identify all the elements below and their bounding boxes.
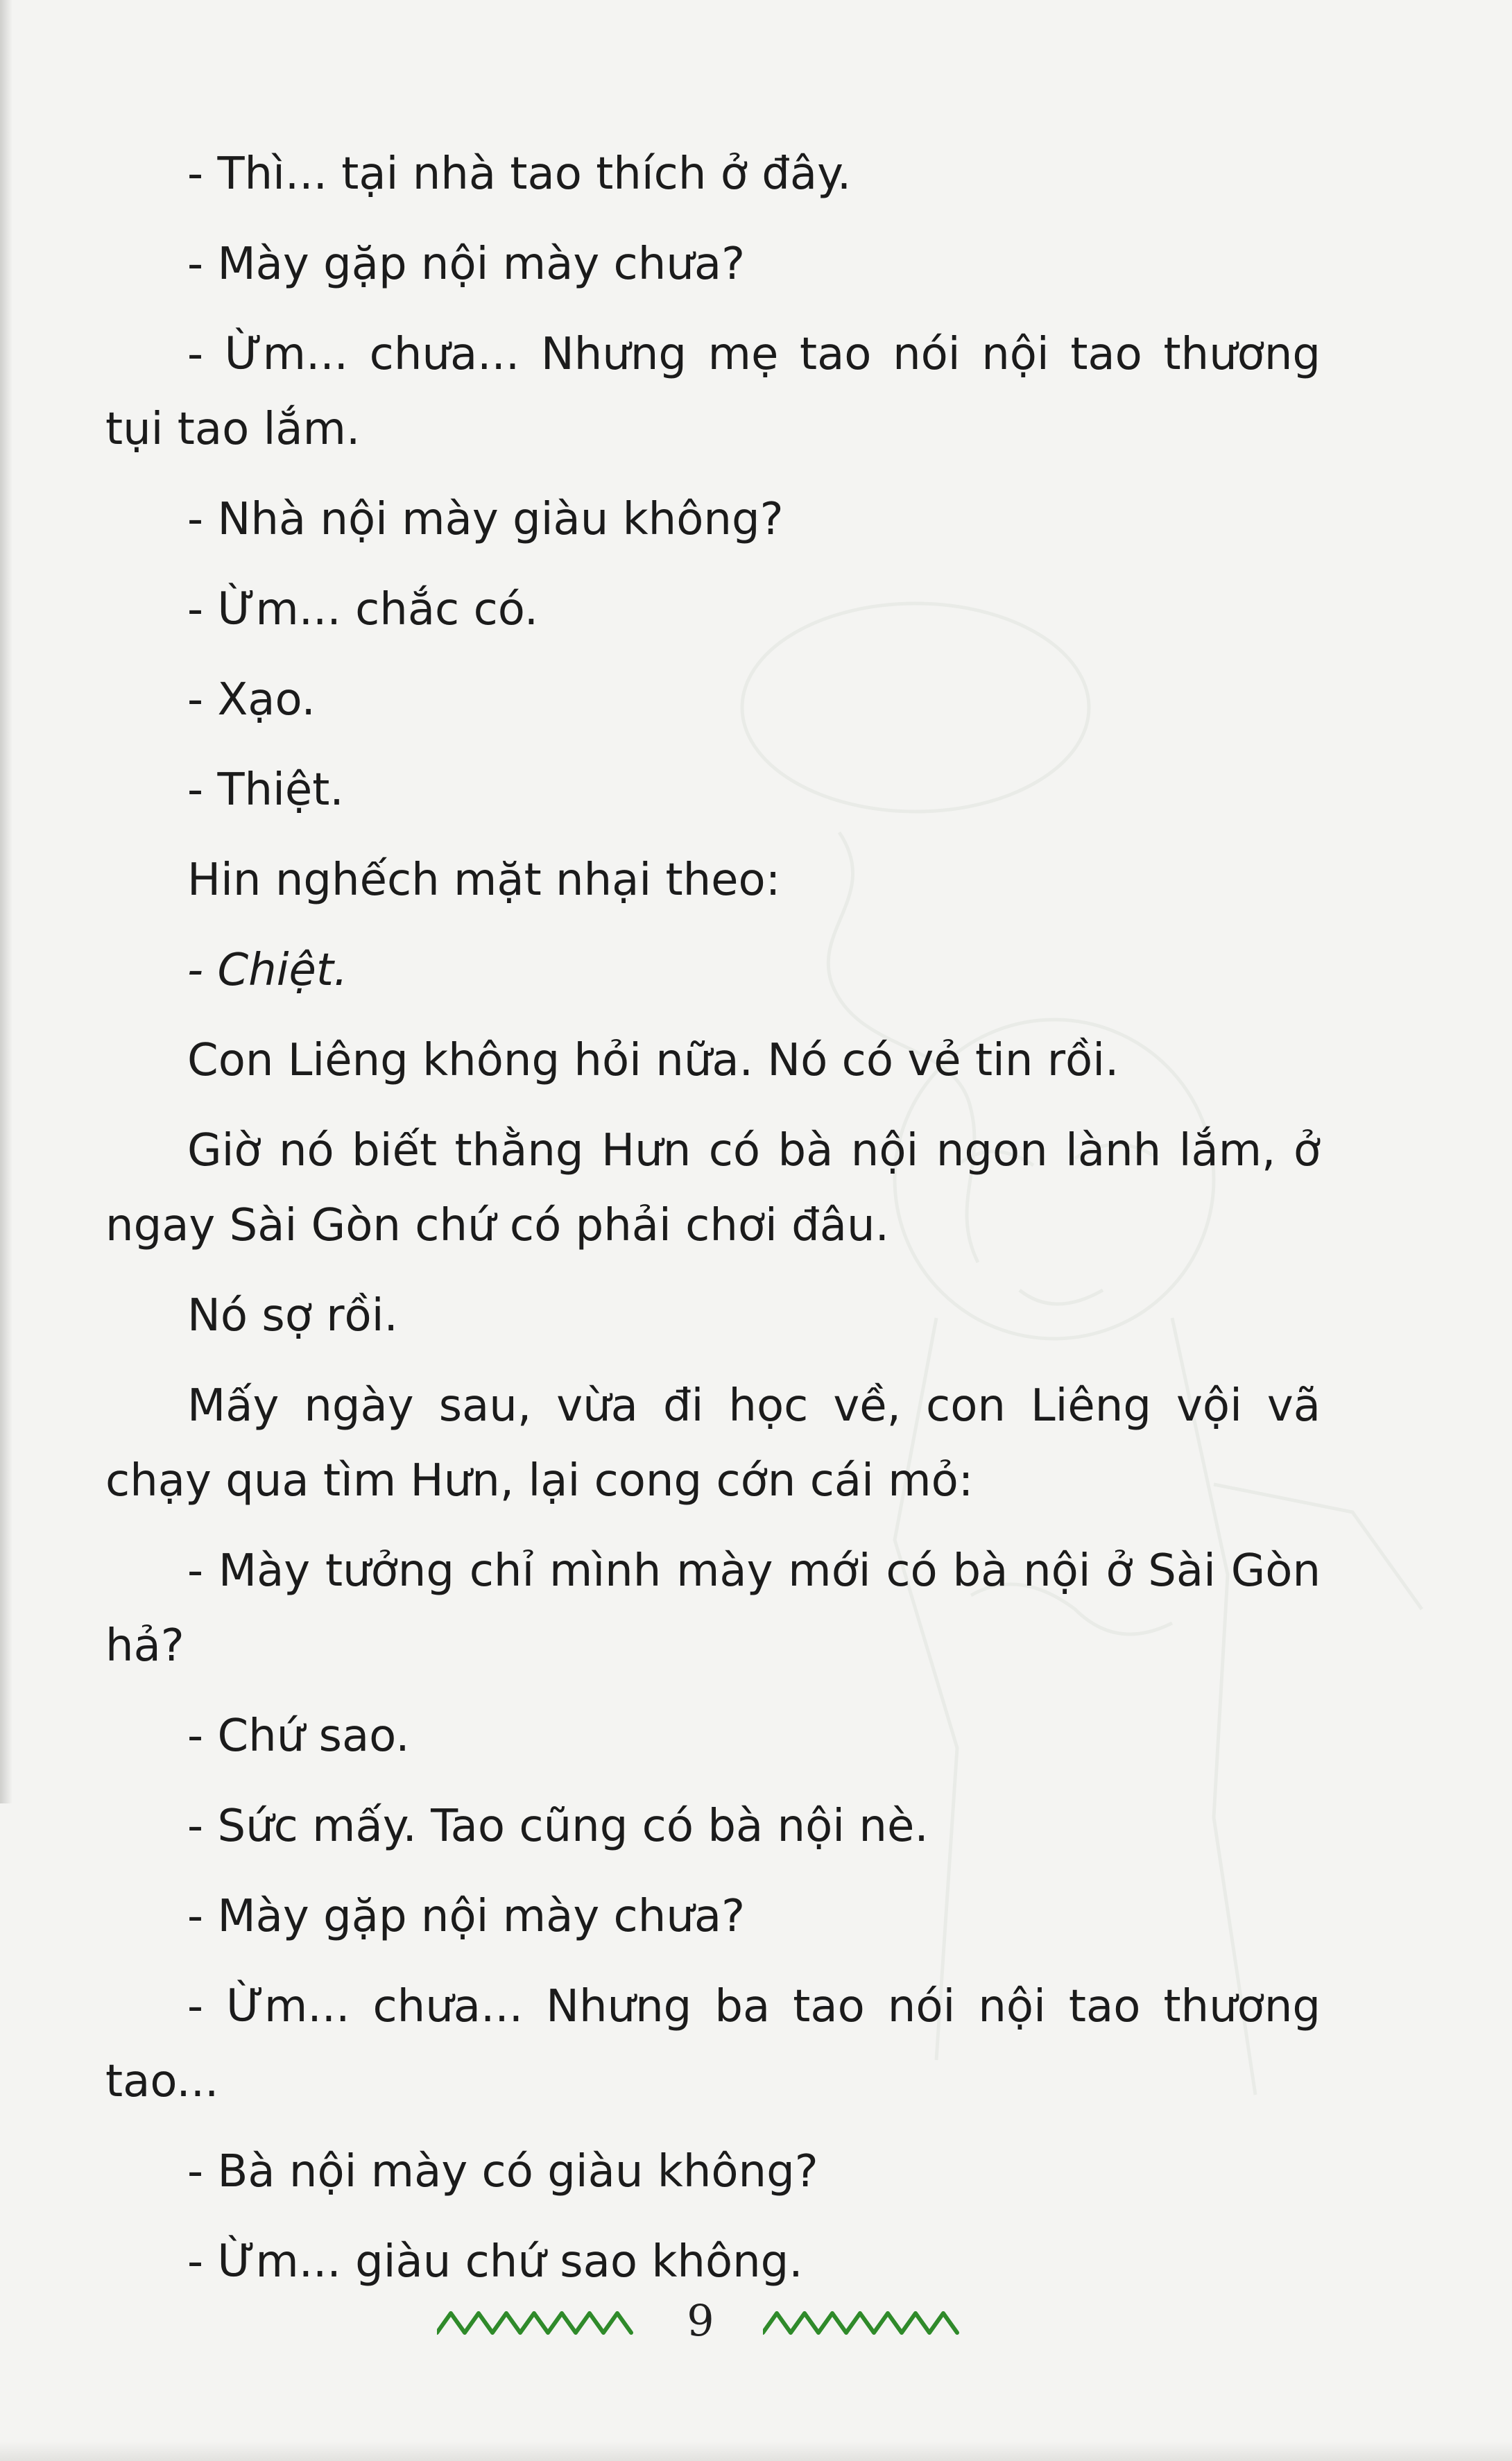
- paragraph: - Mày gặp nội mày chưa?: [187, 239, 746, 290]
- page-footer: [437, 2292, 964, 2355]
- paragraph: - Bà nội mày có giàu không?: [187, 2146, 818, 2197]
- paragraph: - Mày gặp nội mày chưa?: [187, 1891, 746, 1942]
- page-number: 9: [687, 2295, 714, 2346]
- paragraph: Mấy ngày sau, vừa đi học về, con Liêng vội vã chạy qua tìm Hưn, lại cong cớn cái mỏ:: [105, 1380, 1321, 1507]
- paragraph: - Chứ sao.: [187, 1710, 410, 1762]
- paragraph: - Ừm... chưa... Nhưng ba tao nói nội tao thương tao...: [105, 1981, 1321, 2107]
- paragraph-italic: - Chiệt.: [187, 945, 348, 996]
- paragraph: Con Liêng không hỏi nữa. Nó có vẻ tin rồi.: [187, 1035, 1119, 1086]
- paragraph: - Sức mấy. Tao cũng có bà nội nè.: [187, 1801, 929, 1852]
- paragraph: - Ừm... chưa... Nhưng mẹ tao nói nội tao thương tụi tao lắm.: [105, 329, 1321, 455]
- paragraph: - Xạo.: [187, 674, 316, 726]
- zigzag-ornament-left: [437, 2306, 638, 2341]
- paragraph: - Ừm... giàu chứ sao không.: [187, 2236, 803, 2288]
- paragraph: - Thiệt.: [187, 764, 344, 816]
- paragraph: - Nhà nội mày giàu không?: [187, 494, 784, 545]
- spine-shadow: [0, 0, 12, 1803]
- paragraph: Hin nghếch mặt nhại theo:: [187, 855, 781, 906]
- story-text: [105, 121, 1321, 2299]
- bottom-shadow: [0, 2442, 1512, 2461]
- paragraph: - Mày tưởng chỉ mình mày mới có bà nội ở Sài Gòn hả?: [105, 1545, 1321, 1672]
- paragraph: - Ừm... chắc có.: [187, 584, 539, 635]
- paragraph: Nó sợ rồi.: [187, 1290, 398, 1341]
- zigzag-ornament-right: [763, 2306, 964, 2341]
- paragraph: - Thì... tại nhà tao thích ở đây.: [187, 148, 852, 200]
- paragraph: Giờ nó biết thằng Hưn có bà nội ngon lành lắm, ở ngay Sài Gòn chứ có phải chơi đâu.: [105, 1125, 1321, 1251]
